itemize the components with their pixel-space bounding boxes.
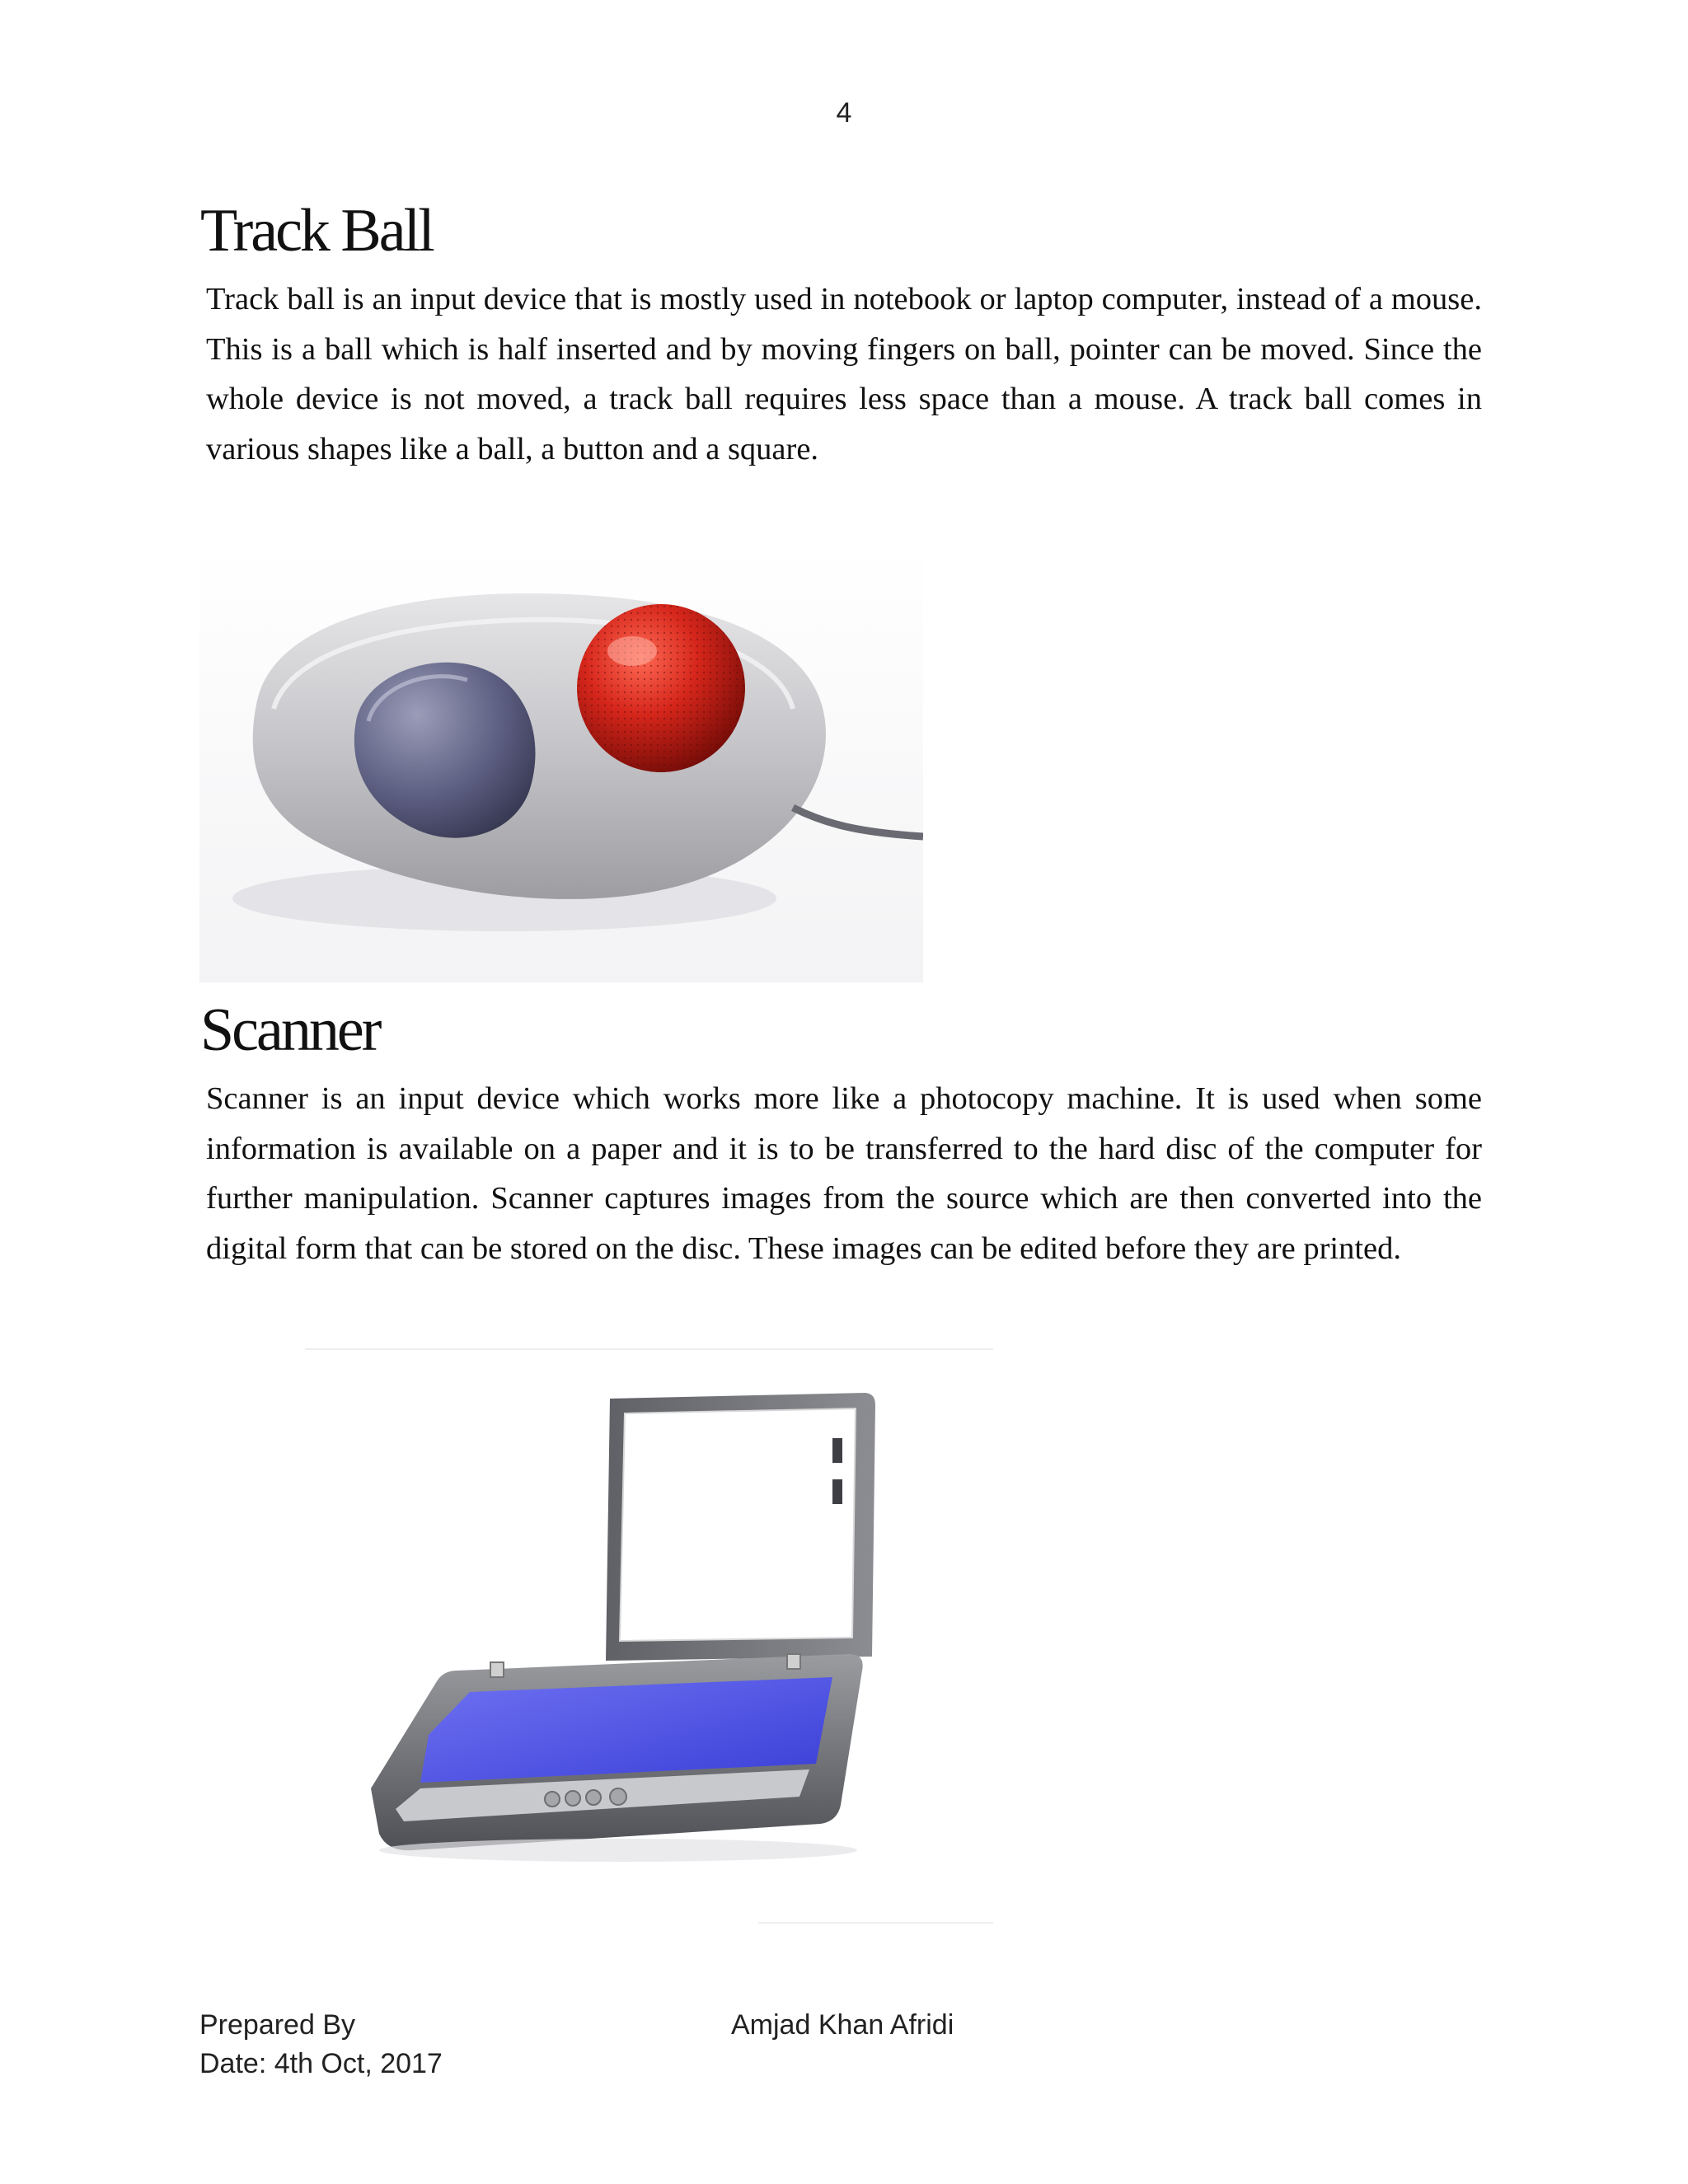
page-number: 4 [836, 97, 852, 129]
scanner-heading: Scanner [200, 996, 380, 1064]
trackball-image [199, 544, 923, 982]
scanner-image [305, 1347, 993, 1924]
footer-date: Date: 4th Oct, 2017 [199, 2048, 443, 2079]
author-name: Amjad Khan Afridi [731, 2009, 954, 2041]
prepared-by-label: Prepared By [199, 2009, 355, 2041]
trackball-paragraph: Track ball is an input device that is mostly used in notebook or laptop computer, instead of a mouse. This is a ball which is half inserted and by moving fingers on ball, pointer can be moved. Since the whole device is not moved, a track ball requires less space than a mouse. A track ball comes in various shapes like a ball, a button and a square. [206, 282, 1482, 466]
trackball-heading: Track Ball [200, 197, 433, 265]
scanner-paragraph: Scanner is an input device which works more like a photocopy machine. It is used when some information is available on a paper and it is to be transferred to the hard disc of the computer for further manipulation. Scanner captures images from the source which are then converted into the digital form that can be stored on the disc. These images can be edited before they are printed. [206, 1081, 1482, 1266]
